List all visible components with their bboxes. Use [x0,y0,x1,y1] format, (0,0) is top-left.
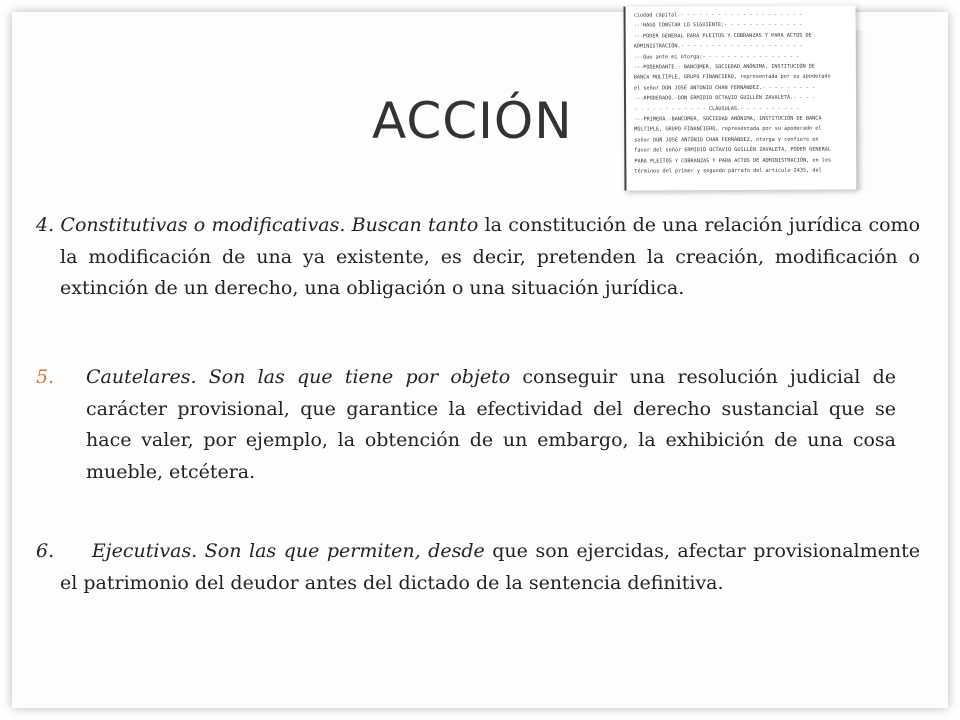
item-italic-text: Ejecutivas. Son las que permiten, desde [91,540,485,562]
doc-line: términos del primer y segundo párrafo del artículo 2435, del [634,167,822,175]
item-5 [86,362,896,488]
item-text: conseguir una resolución judicial de carácter provisional, que garantice la efectividad del derecho sustancial que se hace valer, por ejemplo, la obtención de un embargo, la exhibición de una cosa mueble, etcétera. [86,366,896,483]
item-4 [36,210,920,305]
doc-line: ---APODERADO.-DON ERMIDIO OCTAVIO GUILLÉN ZAVALETA.- - - - [633,94,816,102]
doc-line: ADMINISTRACIÓN.- - - - - - - - - - - - - - - - - - - - [633,42,803,50]
slide-title: ACCIÓN [372,92,573,150]
item-number: 5. [36,366,55,388]
doc-line: PARA PLEITOS Y COBRANZAS Y PARA ACTOS DE ADMINISTRACIÓN, en los [634,157,832,165]
item-number: 6. [36,540,55,562]
doc-line: señor DON JOSÉ ANTONIO CHAN FERNÁNDEZ, otorga y confiere en [634,136,819,144]
doc-line: ---PRIMERA.-BANCOMER, SOCIEDAD ANÓNIMA, INSTITUCIÓN DE BANCA [634,115,822,123]
item-text: la constitución de una relación jurídica como la modificación de una ya existente, es decir, pretenden la creación, modificación o extinción de un derecho, una obligación o una situación jurídica. [60,214,921,299]
doc-line: - - - - - - - - - - - - CLÁUSULAS.- - - - - - - - - - [634,105,800,113]
item-italic-text: Constitutivas o modificativas. Buscan tanto [60,214,479,236]
item-italic-text: Cautelares. Son las que tiene por objeto [86,366,511,388]
item-text: que son ejercidas, afectar provisionalmente el patrimonio del deudor antes del dictado de la sentencia definitiva. [60,540,921,594]
document-fold-shadow [856,30,866,190]
doc-line: BANCA MÚLTIPLE, GRUPO FINANCIERO, representada por su apoderado [633,73,831,81]
doc-line: favor del señor ERMIDIO OCTAVIO GUILLÉN ZAVALETA, PODER GENERAL [634,146,832,154]
doc-line: ---Que ante mí otorga:- - - - - - - - - - - - - - - - [633,53,800,61]
item-6 [36,536,920,599]
legal-document-image [624,5,857,190]
doc-line: ---HAGO CONSTAR LO SIGUIENTE:- - - - - - - - - - - - - [633,22,803,29]
doc-line: ---PODERDANTE.- BANCOMER, SOCIEDAD ANÓNIMA, INSTITUCIÓN DE [633,63,816,71]
doc-line: ---PODER GENERAL PARA PLEITOS Y COBRANZAS Y PARA ACTOS DE [633,32,812,40]
item-number: 4. [36,214,55,236]
doc-line: MÚLTIPLE, GRUPO FINANCIERO, representada por su apoderado el [634,126,822,134]
doc-line: ciudad capital.- - - - - - - - - - - - - - - - - - - - [633,11,803,19]
doc-line: el señor DON JOSÉ ANTONIO CHAN FERNÁNDEZ.- - - - - - - - - [633,84,816,92]
